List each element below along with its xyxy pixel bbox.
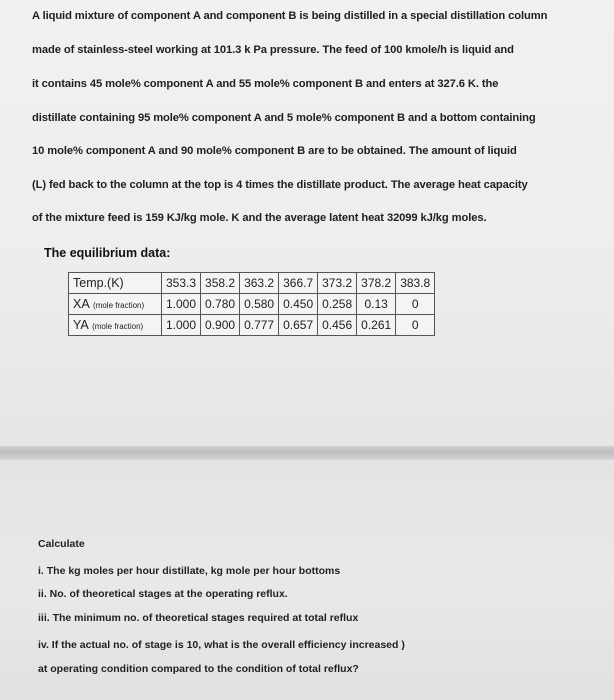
row-label-main: YA xyxy=(73,318,89,332)
row-label-xa xyxy=(69,294,162,315)
table-cell: 0.456 xyxy=(318,315,357,336)
table-cell: 0.258 xyxy=(318,294,357,315)
calculate-item-2: ii. No. of theoretical stages at the operating reflux. xyxy=(38,588,288,600)
table-cell: 1.000 xyxy=(162,294,201,315)
problem-line-3: it contains 45 mole% component A and 55 mole% component B and enters at 327.6 K. the xyxy=(32,78,499,90)
table-cell: 358.2 xyxy=(201,273,240,294)
problem-line-6: (L) fed back to the column at the top is 4 times the distillate product. The average heat capacity xyxy=(32,179,528,191)
equilibrium-table xyxy=(68,272,435,336)
table-cell: 0.777 xyxy=(240,315,279,336)
table-cell: 0.580 xyxy=(240,294,279,315)
table-cell: 0 xyxy=(396,315,435,336)
calculate-heading: Calculate xyxy=(38,538,85,550)
table-cell: 363.2 xyxy=(240,273,279,294)
table-cell: 373.2 xyxy=(318,273,357,294)
table-cell: 383.8 xyxy=(396,273,435,294)
problem-line-5: 10 mole% component A and 90 mole% component B are to be obtained. The amount of liquid xyxy=(32,145,517,157)
row-label-sub: (mole fraction) xyxy=(93,301,145,310)
problem-line-1: A liquid mixture of component A and component B is being distilled in a special distillation column xyxy=(32,10,548,22)
table-cell: 378.2 xyxy=(357,273,396,294)
table-cell: 366.7 xyxy=(279,273,318,294)
table-row-temp xyxy=(69,273,435,294)
equilibrium-title: The equilibrium data: xyxy=(44,246,171,260)
calculate-item-1: i. The kg moles per hour distillate, kg mole per hour bottoms xyxy=(38,565,341,577)
row-label-main: XA xyxy=(73,297,90,311)
problem-line-4: distillate containing 95 mole% component A and 5 mole% component B and a bottom containing xyxy=(32,112,536,124)
row-label-temp xyxy=(69,273,162,294)
table-cell: 1.000 xyxy=(162,315,201,336)
calculate-item-3: iii. The minimum no. of theoretical stages required at total reflux xyxy=(38,612,359,624)
table-cell: 0.780 xyxy=(201,294,240,315)
table-row-ya xyxy=(69,315,435,336)
row-label-sub: (mole fraction) xyxy=(92,322,144,331)
table-cell: 0 xyxy=(396,294,435,315)
table-row-xa xyxy=(69,294,435,315)
table-cell: 0.261 xyxy=(357,315,396,336)
table-cell: 0.13 xyxy=(357,294,396,315)
calculate-item-5: at operating condition compared to the condition of total reflux? xyxy=(38,663,359,675)
table-cell: 0.900 xyxy=(201,315,240,336)
row-label-ya xyxy=(69,315,162,336)
calculate-item-4: iv. If the actual no. of stage is 10, what is the overall efficiency increased ) xyxy=(38,639,405,651)
table-cell: 0.657 xyxy=(279,315,318,336)
row-label-main: Temp.(K) xyxy=(73,276,124,290)
problem-line-2: made of stainless-steel working at 101.3 k Pa pressure. The feed of 100 kmole/h is liquid and xyxy=(32,44,514,56)
page-divider xyxy=(0,446,614,460)
table-cell: 0.450 xyxy=(279,294,318,315)
problem-line-7: of the mixture feed is 159 KJ/kg mole. K and the average latent heat 32099 kJ/kg moles. xyxy=(32,212,487,224)
table-cell: 353.3 xyxy=(162,273,201,294)
